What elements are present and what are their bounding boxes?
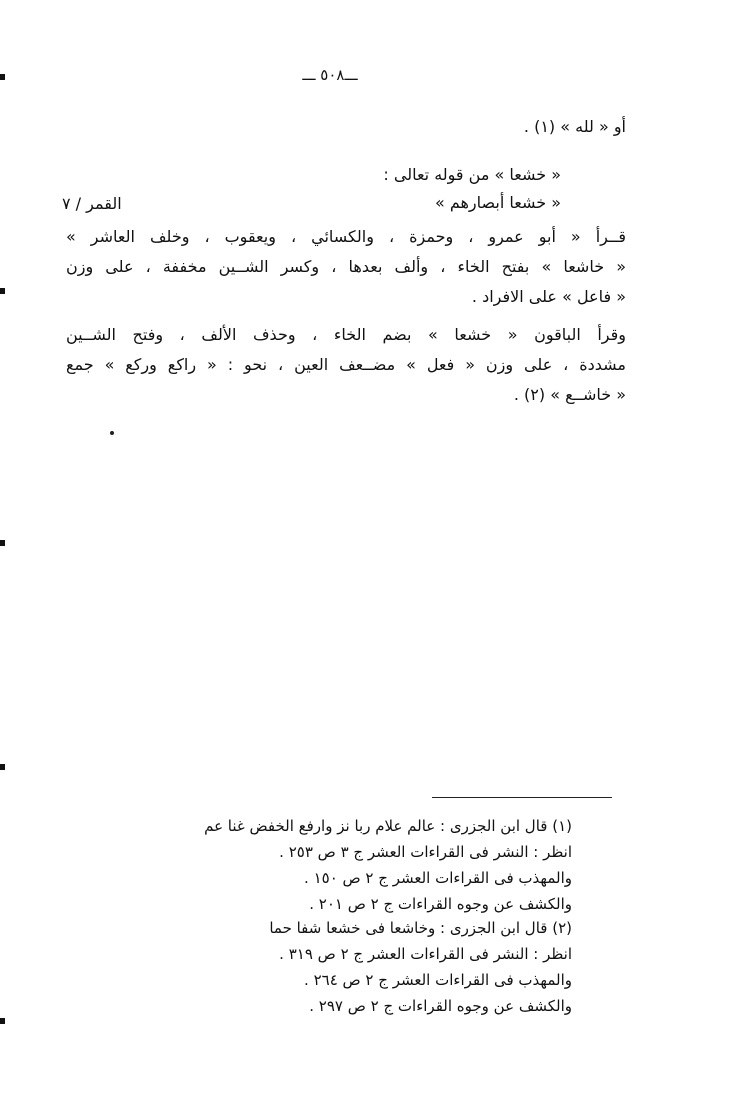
body-line-3: « خشعا أبصارهم » [434,193,561,212]
footnote-line-4: والكشف عن وجوه القراءات ج ٢ ص ٢٠١ . [309,895,572,913]
footnote-line-2: انظر : النشر فى القراءات العشر ج ٣ ص ٢٥٣ . [279,843,572,861]
footnote-line-5: (٢) قال ابن الجزرى : وخاشعا فى خشعا شفا حما [269,919,572,937]
margin-mark [0,288,5,294]
margin-mark [0,1018,5,1024]
footnote-line-6: انظر : النشر فى القراءات العشر ج ٢ ص ٣١٩ . [279,945,572,963]
margin-mark [0,74,5,80]
body-line-4: قــرأ « أبو عمرو ، وحمزة ، والكسائي ، ويعقوب ، وخلف العاشر » [66,227,626,246]
footnote-line-3: والمهذب فى القراءات العشر ج ٢ ص ١٥٠ . [304,869,572,887]
footnote-line-8: والكشف عن وجوه القراءات ج ٢ ص ٢٩٧ . [309,997,572,1015]
margin-mark [0,764,5,770]
footnote-line-1: (١) قال ابن الجزرى : عالم علام ربا نز وارفع الخفض غنا عم [204,817,572,835]
footnote-separator [432,797,612,798]
body-line-7: وقرأ الباقون « خشعا » بضم الخاء ، وحذف الألف ، وفتح الشــين [66,325,626,344]
body-line-1: أو « لله » (١) . [523,117,626,136]
speck [110,431,114,435]
body-line-9: « خاشــع » (٢) . [513,385,626,404]
page-number: ـــ٥٠٨ ـــ [302,66,358,84]
quran-reference: القمر / ٧ [62,194,122,213]
footnote-line-7: والمهذب فى القراءات العشر ج ٢ ص ٢٦٤ . [304,971,572,989]
body-line-5: « خاشعا » بفتح الخاء ، وألف بعدها ، وكسر الشــين مخففة ، على وزن [66,257,626,276]
body-line-8: مشددة ، على وزن « فعل » مضــعف العين ، نحو : « راكع وركع » جمع [66,355,626,374]
body-line-6: « فاعل » على الافراد . [471,287,626,306]
body-line-2: « خشعا » من قوله تعالى : [383,165,561,184]
margin-mark [0,540,5,546]
